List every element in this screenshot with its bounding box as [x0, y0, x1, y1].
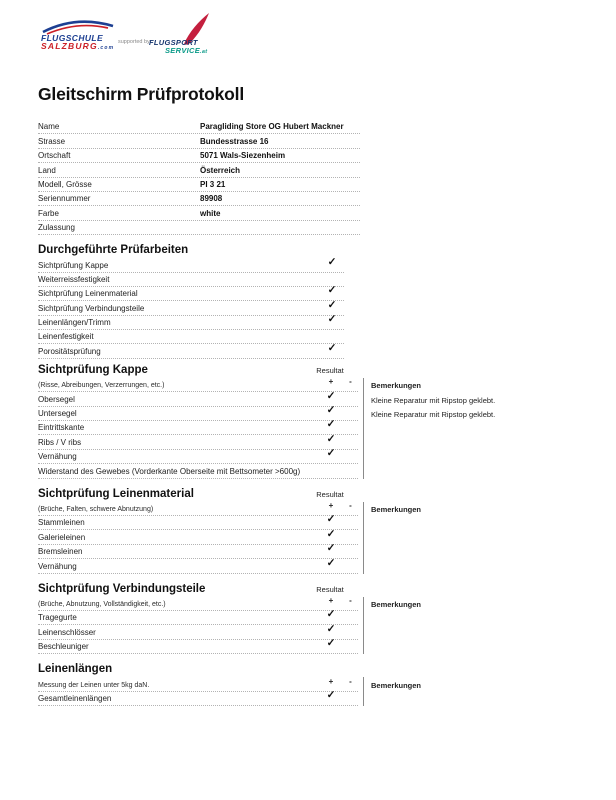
result-row — [38, 637, 598, 654]
info-row — [38, 149, 360, 163]
checkmark-icon: ✓ — [326, 622, 336, 635]
result-row — [38, 527, 598, 544]
header-logos — [38, 12, 578, 60]
work-label: Weiterreissfestigkeit — [38, 274, 110, 284]
result-row — [38, 513, 598, 530]
checkmark-icon: ✓ — [327, 313, 337, 326]
minus-header: - — [349, 377, 352, 387]
checkmark-icon: ✓ — [326, 688, 336, 701]
result-row — [38, 622, 598, 639]
info-value: Österreich — [200, 165, 241, 175]
remark-text — [363, 530, 598, 544]
result-label: Bremsleinen — [38, 547, 83, 557]
page-title: Gleitschirm Prüfprotokoll — [38, 84, 244, 104]
info-label: Zulassung — [38, 223, 75, 233]
work-label: Sichtprüfung Leinenmaterial — [38, 289, 138, 299]
remark-text — [363, 559, 598, 573]
result-label: Tragegurte — [38, 613, 77, 623]
remark-text — [363, 625, 598, 639]
work-section — [38, 255, 598, 359]
criteria-label: (Brüche, Falten, schwere Abnutzung) — [38, 505, 154, 513]
result-label: Ribs / V ribs — [38, 437, 82, 447]
info-value: Paragliding Store OG Hubert Mackner — [200, 122, 344, 132]
result-row — [38, 432, 598, 449]
work-row — [38, 341, 344, 358]
supported-by-text: supported by — [118, 39, 150, 45]
remark-text: Kleine Reparatur mit Ripstop geklebt. — [363, 392, 598, 406]
remark-text — [363, 516, 598, 530]
section-heading: Sichtprüfung Kappe — [38, 363, 148, 376]
info-label: Ortschaft — [38, 151, 71, 161]
result-label: Leinenschlösser — [38, 627, 96, 637]
result-row — [38, 389, 598, 406]
checkmark-icon: ✓ — [326, 556, 336, 569]
result-label: Obersegel — [38, 394, 75, 404]
work-label: Sichtprüfung Kappe — [38, 260, 109, 270]
info-row — [38, 206, 360, 220]
resultat-label: Resultat — [316, 489, 344, 499]
info-value: PI 3 21 — [200, 179, 226, 189]
remark-text — [363, 545, 598, 559]
plus-header: + — [328, 377, 334, 387]
remark-text: Kleine Reparatur mit Ripstop geklebt. — [363, 407, 598, 421]
resultat-label: Resultat — [316, 584, 344, 594]
result-label: Widerstand des Gewebes (Vorderkante Oberseite mit Bettsometer >600g) — [38, 466, 301, 476]
bemerkungen-header: Bemerkungen — [363, 502, 598, 516]
result-row — [38, 542, 598, 559]
info-row — [38, 163, 360, 177]
info-label: Land — [38, 165, 56, 175]
remark-text — [363, 692, 598, 706]
info-label: Name — [38, 122, 60, 132]
minus-header: - — [349, 676, 352, 686]
info-row — [38, 221, 360, 235]
result-row — [38, 556, 598, 573]
work-row — [38, 330, 344, 344]
plus-header: + — [328, 595, 334, 605]
result-label: Gesamtleinenlängen — [38, 693, 112, 703]
work-section-heading-row — [38, 244, 358, 256]
minus-header: - — [349, 595, 352, 605]
result-label: Stammleinen — [38, 518, 85, 528]
criteria-row — [38, 677, 598, 691]
result-row — [38, 464, 598, 478]
logo-text-flugsport: FLUGSPORT — [149, 38, 198, 47]
logo-text-salzburg: SALZBURG.com — [41, 41, 115, 50]
logo-text-service: SERVICE.at — [165, 46, 208, 55]
checkmark-icon: ✓ — [326, 418, 336, 431]
result-label: Vernähung — [38, 452, 77, 462]
logo-text-flugschule: FLUGSCHULE — [41, 33, 104, 43]
work-label: Sichtprüfung Verbindungsteile — [38, 303, 145, 313]
info-label: Seriennummer — [38, 194, 91, 204]
result-label: Eintrittskante — [38, 423, 85, 433]
criteria-row — [38, 597, 598, 611]
resultat-label: Resultat — [316, 365, 344, 375]
checkmark-icon: ✓ — [327, 284, 337, 297]
checkmark-icon: ✓ — [326, 513, 336, 526]
checkmark-icon: ✓ — [326, 447, 336, 460]
flugschule-salzburg-logo — [38, 20, 118, 50]
checkmark-icon: ✓ — [327, 255, 337, 268]
checkmark-icon: ✓ — [326, 389, 336, 402]
remark-text — [363, 450, 598, 464]
checkmark-icon: ✓ — [326, 542, 336, 555]
criteria-label: (Brüche, Abnutzung, Vollständigkeit, etc.) — [38, 600, 166, 608]
checkmark-icon: ✓ — [326, 527, 336, 540]
info-row — [38, 192, 360, 206]
info-row — [38, 134, 360, 148]
result-row — [38, 447, 598, 464]
result-label: Galerieleinen — [38, 532, 86, 542]
work-row — [38, 284, 344, 301]
section-heading: Sichtprüfung Leinenmaterial — [38, 487, 194, 500]
info-label: Farbe — [38, 208, 59, 218]
checkmark-icon: ✓ — [326, 608, 336, 621]
checkmark-icon: ✓ — [326, 432, 336, 445]
work-row — [38, 255, 344, 272]
criteria-row — [38, 502, 598, 516]
criteria-label: Messung der Leinen unter 5kg daN. — [38, 681, 150, 689]
result-section-verbindungsteile — [38, 583, 598, 655]
info-row — [38, 178, 360, 192]
work-check-cell — [320, 338, 344, 356]
result-section-leinenmaterial — [38, 488, 598, 574]
criteria-label: (Risse, Abreibungen, Verzerrungen, etc.) — [38, 382, 165, 390]
minus-header: - — [349, 500, 352, 510]
info-value: 89908 — [200, 194, 223, 204]
plus-header: + — [328, 500, 334, 510]
result-label: Vernähung — [38, 561, 77, 571]
remark-text — [363, 640, 598, 654]
plus-header: + — [328, 676, 334, 686]
result-row — [38, 688, 598, 706]
work-row — [38, 273, 344, 287]
result-label: Untersegel — [38, 409, 77, 419]
work-label: Leinenfestigkeit — [38, 332, 94, 342]
info-value: Bundesstrasse 16 — [200, 136, 269, 146]
bemerkungen-header: Bemerkungen — [363, 677, 598, 691]
info-row — [38, 120, 360, 134]
result-label: Beschleuniger — [38, 642, 89, 652]
result-row — [38, 608, 598, 625]
checkmark-icon: ✓ — [327, 298, 337, 311]
remark-text — [363, 435, 598, 449]
info-value: 5071 Wals-Siezenheim — [200, 151, 286, 161]
work-label: Porositätsprüfung — [38, 346, 101, 356]
remark-text — [363, 464, 598, 478]
info-label: Strasse — [38, 136, 66, 146]
work-label: Leinenlängen/Trimm — [38, 318, 111, 328]
section-heading: Leinenlängen — [38, 663, 113, 676]
remark-text — [363, 611, 598, 625]
info-value: white — [200, 208, 221, 218]
result-row — [38, 418, 598, 435]
checkmark-icon: ✓ — [326, 637, 336, 650]
result-section-leinenlaengen — [38, 663, 598, 706]
work-row — [38, 298, 344, 315]
remark-text — [363, 421, 598, 435]
section-heading: Sichtprüfung Verbindungsteile — [38, 582, 206, 595]
flugsport-service-logo — [148, 12, 214, 58]
criteria-row — [38, 378, 598, 392]
result-section-kappe — [38, 364, 598, 479]
info-section — [38, 120, 598, 235]
work-row — [38, 313, 344, 330]
checkmark-icon: ✓ — [326, 404, 336, 417]
checkmark-icon: ✓ — [327, 341, 337, 354]
bemerkungen-header: Bemerkungen — [363, 597, 598, 611]
bemerkungen-header: Bemerkungen — [363, 378, 598, 392]
result-row — [38, 404, 598, 421]
info-label: Modell, Grösse — [38, 179, 92, 189]
section-heading: Durchgeführte Prüfarbeiten — [38, 244, 189, 257]
